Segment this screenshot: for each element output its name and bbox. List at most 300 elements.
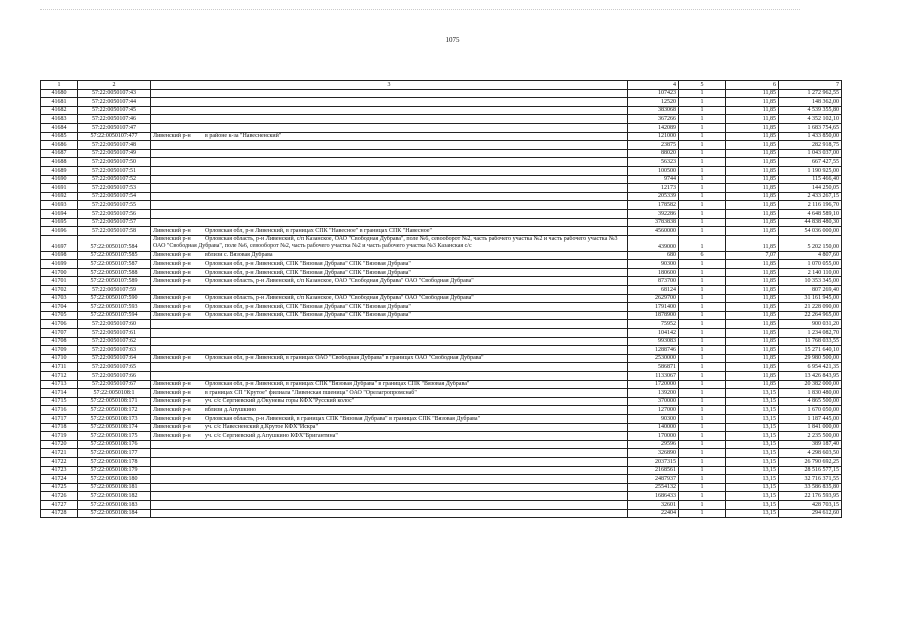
cadastral-number: 57:22:0050107:477 [78, 132, 151, 141]
district: Ливенский р-н [153, 398, 191, 405]
table-row [41, 260, 842, 269]
location-cell [151, 311, 628, 320]
location-description: в районе к-за "Навесненский" [205, 133, 282, 140]
row-number: 41710 [41, 354, 78, 363]
table-row [41, 115, 842, 124]
column-5: 1 [679, 432, 726, 441]
location-cell [151, 440, 628, 449]
location-cell [151, 500, 628, 509]
rate: 11,85 [726, 115, 779, 124]
column-5: 1 [679, 406, 726, 415]
row-number: 41687 [41, 149, 78, 158]
rate: 7,07 [726, 251, 779, 260]
column-5: 1 [679, 303, 726, 312]
location-cell [151, 466, 628, 475]
location-description: Орловская обл, р-н Ливенский, СПК "Вязовая Дубрава" СПК "Вязовая Дубрава" [205, 260, 411, 267]
table-row [41, 123, 842, 132]
area: 180600 [628, 268, 679, 277]
area: 392286 [628, 209, 679, 218]
location-cell [151, 227, 628, 236]
table-row [41, 406, 842, 415]
location-description: уч. с/с Навесненский д.Крутое КФХ"Искра" [205, 424, 318, 431]
location-cell [151, 483, 628, 492]
area: 140000 [628, 423, 679, 432]
location-cell [151, 337, 628, 346]
cadastral-value: 21 228 090,00 [779, 303, 842, 312]
table-row [41, 457, 842, 466]
district: Ливенский р-н [153, 424, 191, 431]
cadastral-number: 57:22:0050107:585 [78, 251, 151, 260]
location-description: вблизи с. Вязовая Дубрава [205, 252, 273, 259]
table-row [41, 294, 842, 303]
table-row [41, 509, 842, 518]
location-cell [151, 492, 628, 501]
table-row [41, 277, 842, 286]
row-number: 41684 [41, 123, 78, 132]
location-cell [151, 166, 628, 175]
location-cell [151, 235, 628, 251]
rate: 11,85 [726, 123, 779, 132]
area: 107423 [628, 89, 679, 98]
rate: 11,85 [726, 286, 779, 295]
cadastral-value: 29 980 500,00 [779, 354, 842, 363]
cadastral-value: 1 272 962,55 [779, 89, 842, 98]
area: 205339 [628, 192, 679, 201]
area: 100500 [628, 166, 679, 175]
cadastral-number: 57:22:0050107:51 [78, 166, 151, 175]
row-number: 41700 [41, 268, 78, 277]
cadastral-value: 1 070 055,00 [779, 260, 842, 269]
area: 1133067 [628, 372, 679, 381]
cadastral-value: 6 954 421,35 [779, 363, 842, 372]
location-cell [151, 449, 628, 458]
cadastral-number: 57:22:0050107:62 [78, 337, 151, 346]
cadastral-number: 57:22:0050108:183 [78, 500, 151, 509]
column-5: 1 [679, 132, 726, 141]
column-5: 1 [679, 397, 726, 406]
cadastral-number: 57:22:0050108:173 [78, 414, 151, 423]
cadastral-value: 428 703,15 [779, 500, 842, 509]
column-5: 1 [679, 294, 726, 303]
location-cell [151, 175, 628, 184]
row-number: 41691 [41, 184, 78, 193]
location-cell [151, 132, 628, 141]
cadastral-value: 54 036 000,00 [779, 227, 842, 236]
area: 127000 [628, 406, 679, 415]
rate: 11,85 [726, 294, 779, 303]
cadastral-number: 57:22:0050108:1 [78, 389, 151, 398]
row-number: 41697 [41, 235, 78, 251]
cadastral-value: 5 202 150,00 [779, 235, 842, 251]
column-5: 1 [679, 141, 726, 150]
cadastral-number: 57:22:0050108:171 [78, 397, 151, 406]
cadastral-number: 57:22:0050107:50 [78, 158, 151, 167]
row-number: 41694 [41, 209, 78, 218]
row-number: 41701 [41, 277, 78, 286]
rate: 11,85 [726, 363, 779, 372]
area: 2629700 [628, 294, 679, 303]
cadastral-value: 294 612,60 [779, 509, 842, 518]
location-cell [151, 218, 628, 227]
cadastral-value: 4 539 355,80 [779, 106, 842, 115]
cadastral-number: 57:22:0050107:65 [78, 363, 151, 372]
cadastral-value: 26 790 692,25 [779, 457, 842, 466]
column-5: 1 [679, 268, 726, 277]
location-description: Орловская область, р-н Ливенский, с/п Казанское, ОАО "Свободная Дубрава" ОАО "Свободная Дубрава" [205, 278, 474, 285]
area: 12173 [628, 184, 679, 193]
district: Ливенский р-н [153, 389, 191, 396]
column-5: 1 [679, 311, 726, 320]
rate: 11,85 [726, 106, 779, 115]
location-cell [151, 354, 628, 363]
location-cell [151, 89, 628, 98]
table-row [41, 380, 842, 389]
rate: 11,85 [726, 166, 779, 175]
row-number: 41704 [41, 303, 78, 312]
area: 29596 [628, 440, 679, 449]
location-cell [151, 141, 628, 150]
row-number: 41686 [41, 141, 78, 150]
cadastral-number: 57:22:0050107:58 [78, 227, 151, 236]
rate: 11,85 [726, 158, 779, 167]
location-cell [151, 98, 628, 107]
location-description: Орловская область, р-н Ливенский, с/п Казанское, ОАО "Свободная Дубрава" ОАО "Свободная Дубрава" [205, 295, 474, 302]
location-cell [151, 414, 628, 423]
district: Ливенский р-н [153, 252, 191, 259]
location-cell [151, 372, 628, 381]
row-number: 41681 [41, 98, 78, 107]
rate: 11,85 [726, 380, 779, 389]
rate: 11,85 [726, 311, 779, 320]
row-number: 41722 [41, 457, 78, 466]
row-number: 41708 [41, 337, 78, 346]
table-row [41, 201, 842, 210]
row-number: 41717 [41, 414, 78, 423]
column-5: 1 [679, 329, 726, 338]
district: Ливенский р-н [153, 235, 191, 242]
area: 178582 [628, 201, 679, 210]
cadastral-number: 57:22:0050107:56 [78, 209, 151, 218]
table-row [41, 354, 842, 363]
location-description: Орловская обл, р-н Ливенский, в границах ОАО "Свободная Дубрава" в границах ОАО "Свободная Дубрава" [205, 355, 484, 362]
area: 9744 [628, 175, 679, 184]
column-5: 1 [679, 235, 726, 251]
cadastral-value: 1 841 000,00 [779, 423, 842, 432]
table-row [41, 158, 842, 167]
area: 2168561 [628, 466, 679, 475]
table-row [41, 141, 842, 150]
cadastral-value: 4 807,60 [779, 251, 842, 260]
row-number: 41706 [41, 320, 78, 329]
row-number: 41707 [41, 329, 78, 338]
column-5: 1 [679, 337, 726, 346]
table-row [41, 106, 842, 115]
table-row [41, 389, 842, 398]
district: Ливенский р-н [153, 312, 191, 319]
area: 68124 [628, 286, 679, 295]
area: 1686433 [628, 492, 679, 501]
rate: 13,15 [726, 457, 779, 466]
column-5: 1 [679, 115, 726, 124]
table-row [41, 303, 842, 312]
rate: 13,15 [726, 475, 779, 484]
rate: 11,85 [726, 89, 779, 98]
area: 370000 [628, 397, 679, 406]
rate: 11,85 [726, 132, 779, 141]
area: 32601 [628, 500, 679, 509]
cadastral-value: 1 830 480,00 [779, 389, 842, 398]
area: 2037315 [628, 457, 679, 466]
district: Ливенский р-н [153, 278, 191, 285]
rate: 11,85 [726, 268, 779, 277]
cadastral-number: 57:22:0050108:172 [78, 406, 151, 415]
location-cell [151, 277, 628, 286]
column-5: 1 [679, 175, 726, 184]
rate: 11,85 [726, 329, 779, 338]
area: 23875 [628, 141, 679, 150]
location-description: Орловская обл, р-н Ливенский, в границах СПК "Навесное" в границах СПК "Навесное" [205, 227, 432, 234]
table-row [41, 98, 842, 107]
location-cell [151, 320, 628, 329]
cadastral-number: 57:22:0050107:49 [78, 149, 151, 158]
table-row [41, 149, 842, 158]
cadastral-number: 57:22:0050108:182 [78, 492, 151, 501]
cadastral-number: 57:22:0050107:48 [78, 141, 151, 150]
cadastral-value: 15 271 640,10 [779, 346, 842, 355]
area: 873700 [628, 277, 679, 286]
row-number: 41713 [41, 380, 78, 389]
area: 326890 [628, 449, 679, 458]
column-5: 1 [679, 192, 726, 201]
row-number: 41728 [41, 509, 78, 518]
table-row [41, 475, 842, 484]
rate: 11,85 [726, 201, 779, 210]
cadastral-number: 57:22:0050107:66 [78, 372, 151, 381]
row-number: 41696 [41, 227, 78, 236]
row-number: 41716 [41, 406, 78, 415]
area: 1791400 [628, 303, 679, 312]
column-5: 6 [679, 251, 726, 260]
cadastral-number: 57:22:0050108:180 [78, 475, 151, 484]
rate: 11,85 [726, 354, 779, 363]
column-5: 1 [679, 201, 726, 210]
cadastral-value: 1 234 082,70 [779, 329, 842, 338]
rate: 11,85 [726, 218, 779, 227]
rate: 13,15 [726, 406, 779, 415]
column-5: 1 [679, 286, 726, 295]
scan-noise [40, 9, 800, 13]
row-number: 41698 [41, 251, 78, 260]
district: Ливенский р-н [153, 415, 191, 422]
table-row [41, 466, 842, 475]
column-5: 1 [679, 457, 726, 466]
cadastral-number: 57:22:0050107:54 [78, 192, 151, 201]
column-5: 1 [679, 123, 726, 132]
cadastral-number: 57:22:0050107:53 [78, 184, 151, 193]
location-cell [151, 363, 628, 372]
table-row [41, 423, 842, 432]
column-5: 1 [679, 106, 726, 115]
cadastral-value: 1 190 925,00 [779, 166, 842, 175]
table-row [41, 363, 842, 372]
area: 680 [628, 251, 679, 260]
cadastral-number: 57:22:0050107:61 [78, 329, 151, 338]
cadastral-number: 57:22:0050107:63 [78, 346, 151, 355]
cadastral-value: 2 433 267,15 [779, 192, 842, 201]
cadastral-number: 57:22:0050108:181 [78, 483, 151, 492]
cadastral-value: 44 838 480,30 [779, 218, 842, 227]
rate: 13,15 [726, 389, 779, 398]
location-cell [151, 397, 628, 406]
row-number: 41725 [41, 483, 78, 492]
cadastral-number: 57:22:0050107:588 [78, 268, 151, 277]
district: Ливенский р-н [153, 303, 191, 310]
cadastral-value: 667 427,55 [779, 158, 842, 167]
cadastral-value: 22 264 965,00 [779, 311, 842, 320]
cadastral-value: 22 176 593,95 [779, 492, 842, 501]
cadastral-number: 57:22:0050107:589 [78, 277, 151, 286]
area: 22404 [628, 509, 679, 518]
location-cell [151, 303, 628, 312]
area: 2487937 [628, 475, 679, 484]
cadastral-number: 57:22:0050107:60 [78, 320, 151, 329]
cadastral-number: 57:22:0050107:47 [78, 123, 151, 132]
row-number: 41709 [41, 346, 78, 355]
location-cell [151, 115, 628, 124]
rate: 11,85 [726, 227, 779, 236]
location-cell [151, 457, 628, 466]
cadastral-value: 1 433 850,00 [779, 132, 842, 141]
cadastral-value: 20 382 000,00 [779, 380, 842, 389]
column-5: 1 [679, 389, 726, 398]
cadastral-number: 57:22:0050108:174 [78, 423, 151, 432]
rate: 11,85 [726, 277, 779, 286]
cadastral-value: 144 250,05 [779, 184, 842, 193]
cadastral-number: 57:22:0050108:184 [78, 509, 151, 518]
cadastral-value: 1 187 445,00 [779, 414, 842, 423]
area: 56323 [628, 158, 679, 167]
cadastral-number: 57:22:0050108:177 [78, 449, 151, 458]
row-number: 41683 [41, 115, 78, 124]
row-number: 41715 [41, 397, 78, 406]
cadastral-number: 57:22:0050107:43 [78, 89, 151, 98]
location-description: уч. с/с Сергиевский д.Апушкино КФХ"Бригантина" [205, 432, 338, 439]
location-cell [151, 251, 628, 260]
location-cell [151, 346, 628, 355]
location-cell [151, 260, 628, 269]
row-number: 41727 [41, 500, 78, 509]
row-number: 41693 [41, 201, 78, 210]
location-cell [151, 509, 628, 518]
rate: 13,15 [726, 397, 779, 406]
cadastral-number: 57:22:0050108:178 [78, 457, 151, 466]
location-cell [151, 294, 628, 303]
table-row [41, 235, 842, 251]
column-5: 1 [679, 509, 726, 518]
rate: 11,85 [726, 260, 779, 269]
cadastral-number: 57:22:0050107:44 [78, 98, 151, 107]
area: 90300 [628, 414, 679, 423]
table-row [41, 192, 842, 201]
table-row [41, 89, 842, 98]
location-cell [151, 286, 628, 295]
cadastral-value: 2 140 110,00 [779, 268, 842, 277]
district: Ливенский р-н [153, 432, 191, 439]
table-row [41, 483, 842, 492]
district: Ливенский р-н [153, 269, 191, 276]
location-cell [151, 329, 628, 338]
cadastral-value: 11 768 033,55 [779, 337, 842, 346]
column-5: 1 [679, 414, 726, 423]
rate: 13,15 [726, 423, 779, 432]
header-row [41, 81, 842, 90]
area: 367266 [628, 115, 679, 124]
row-number: 41685 [41, 132, 78, 141]
column-5: 1 [679, 149, 726, 158]
location-description: Орловская область, р-н Ливенский, с/п Казанское, ОАО "Свободная Дубрава", поле №6, севооборот №2, часть рабочего участка №2 и часть рабочего участка №3 ОАО "Свободная Дубрава", поле №6, севооборот №2, часть рабочего участка №2 и часть рабочего участка №3 Казанская с/с [153, 235, 618, 250]
cadastral-value: 282 918,75 [779, 141, 842, 150]
column-5: 1 [679, 346, 726, 355]
rate: 11,85 [726, 98, 779, 107]
cadastral-number: 57:22:0050107:45 [78, 106, 151, 115]
column-5: 1 [679, 475, 726, 484]
row-number: 41705 [41, 311, 78, 320]
area: 104142 [628, 329, 679, 338]
location-description: Орловская обл, р-н Ливенский, СПК "Вязовая Дубрава" СПК "Вязовая Дубрава" [205, 303, 411, 310]
district: Ливенский р-н [153, 381, 191, 388]
table-row [41, 397, 842, 406]
cadastral-value: 807 269,40 [779, 286, 842, 295]
rate: 11,85 [726, 372, 779, 381]
row-number: 41682 [41, 106, 78, 115]
cadastral-number: 57:22:0050107:55 [78, 201, 151, 210]
cadastral-value: 32 716 371,55 [779, 475, 842, 484]
rate: 13,15 [726, 492, 779, 501]
area: 121000 [628, 132, 679, 141]
table-row [41, 320, 842, 329]
cadastral-value: 115 466,40 [779, 175, 842, 184]
cadastral-value: 389 187,40 [779, 440, 842, 449]
column-5: 1 [679, 166, 726, 175]
cadastral-value: 148 362,00 [779, 98, 842, 107]
area: 586871 [628, 363, 679, 372]
column-5: 1 [679, 449, 726, 458]
location-cell [151, 192, 628, 201]
page-number: 1075 [445, 36, 460, 44]
row-number: 41720 [41, 440, 78, 449]
column-5: 1 [679, 423, 726, 432]
rate: 11,85 [726, 303, 779, 312]
rate: 11,85 [726, 192, 779, 201]
column-5: 1 [679, 89, 726, 98]
column-5: 1 [679, 277, 726, 286]
district: Ливенский р-н [153, 260, 191, 267]
location-cell [151, 389, 628, 398]
area: 1288746 [628, 346, 679, 355]
rate: 13,15 [726, 509, 779, 518]
table-row [41, 449, 842, 458]
column-header: 1 [41, 81, 78, 90]
cadastral-number: 57:22:0050107:584 [78, 235, 151, 251]
rate: 13,15 [726, 440, 779, 449]
location-description: вблизи д.Апушкино [205, 407, 256, 414]
area: 170000 [628, 432, 679, 441]
district: Ливенский р-н [153, 133, 191, 140]
location-cell [151, 184, 628, 193]
area: 12520 [628, 98, 679, 107]
table-row [41, 227, 842, 236]
row-number: 41723 [41, 466, 78, 475]
